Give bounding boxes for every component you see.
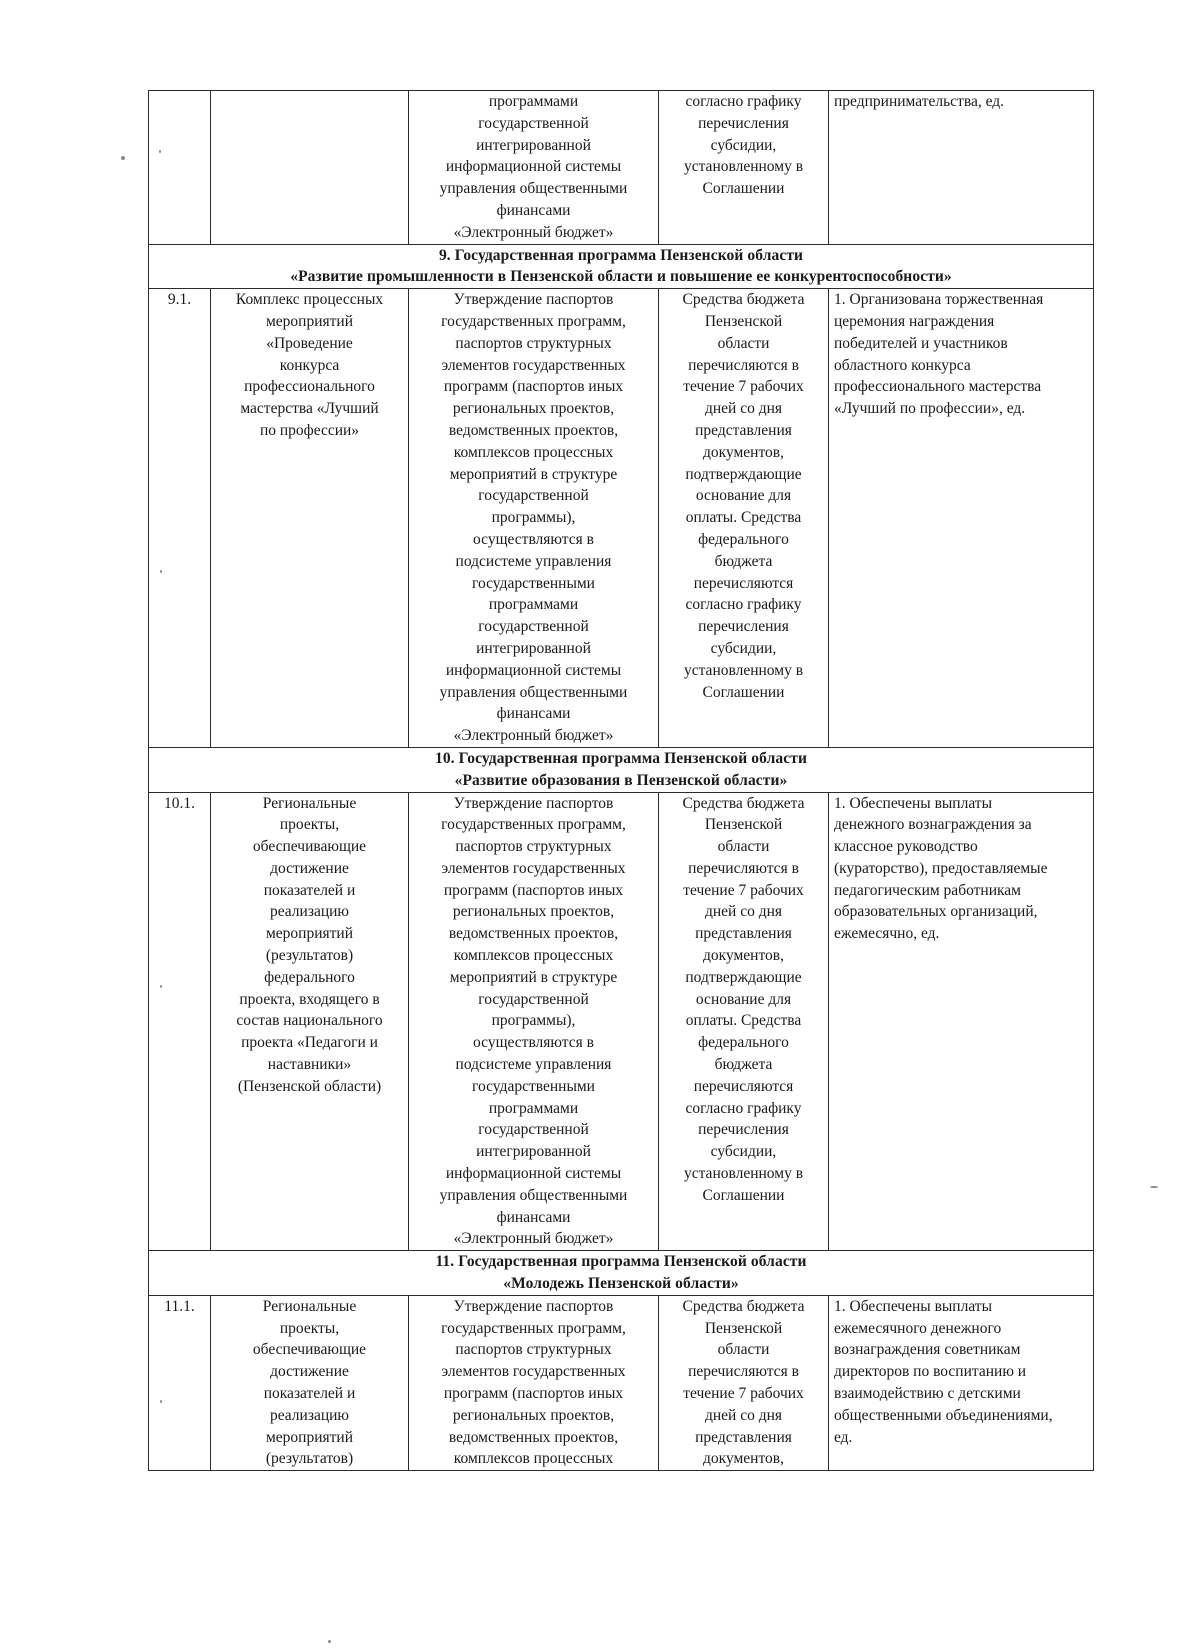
table-row <box>149 1295 1094 1470</box>
scan-speck <box>121 156 125 160</box>
program-subtitle: «Развитие образования в Пензенской области» <box>454 771 788 789</box>
row-number-cell: 11.1. <box>149 1295 211 1470</box>
procedure-cell: Утверждение паспортов государственных программ, паспортов структурных элементов государственных программ (паспортов иных региональных проектов, ведомственных проектов, комплексов процессных мероприятий в структуре государственной программы), осуществляются в подсистеме управления государственными программами государственной интегрированной информационной системы управления общественными финансами «Электронный бюджет» <box>409 792 659 1251</box>
program-title: 9. Государственная программа Пензенской области <box>438 246 804 264</box>
program-header <box>149 1251 1094 1296</box>
section-header-row <box>149 747 1094 792</box>
program-header <box>149 244 1094 289</box>
program-header <box>149 747 1094 792</box>
row-number-cell <box>149 91 211 245</box>
document-table <box>148 90 1094 1471</box>
result-cell: предпринимательства, ед. <box>829 91 1094 245</box>
program-subtitle: «Развитие промышленности в Пензенской области и повышение ее конкурентоспособности» <box>290 268 952 286</box>
scan-speck <box>159 150 161 153</box>
measure-name-cell: Региональные проекты, обеспечивающие достижение показателей и реализацию мероприятий (результатов) федерального проекта, входящего в состав национального проекта «Педагоги и наставники» (Пензенской области) <box>211 792 409 1251</box>
procedure-cell: Утверждение паспортов государственных программ, паспортов структурных элементов государственных программ (паспортов иных региональных проектов, ведомственных проектов, комплексов процессных мероприятий в структуре государственной программы), осуществляются в подсистеме управления государственными программами государственной интегрированной информационной системы управления общественными финансами «Электронный бюджет» <box>409 289 659 748</box>
section-header-row <box>149 244 1094 289</box>
procedure-cell: Утверждение паспортов государственных программ, паспортов структурных элементов государственных программ (паспортов иных региональных проектов, ведомственных проектов, комплексов процессных <box>409 1295 659 1470</box>
measure-name-cell <box>211 91 409 245</box>
table-row <box>149 792 1094 1251</box>
program-title: 11. Государственная программа Пензенской области <box>435 1253 807 1271</box>
payment-terms-cell: согласно графику перечисления субсидии, установленному в Соглашении <box>659 91 829 245</box>
measure-name-cell: Комплекс процессных мероприятий «Проведение конкурса профессионального мастерства «Лучший по профессии» <box>211 289 409 748</box>
row-number-cell: 10.1. <box>149 792 211 1251</box>
scan-speck <box>160 570 162 573</box>
row-number-cell: 9.1. <box>149 289 211 748</box>
result-cell: 1. Обеспечены выплаты ежемесячного денежного вознаграждения советникам директоров по воспитанию и взаимодействию с детскими общественными объединениями, ед. <box>829 1295 1094 1470</box>
payment-terms-cell: Средства бюджета Пензенской области перечисляются в течение 7 рабочих дней со дня представления документов, подтверждающие основание для оплаты. Средства федерального бюджета перечисляются согласно графику перечисления субсидии, установленному в Соглашении <box>659 792 829 1251</box>
payment-terms-cell: Средства бюджета Пензенской области перечисляются в течение 7 рабочих дней со дня представления документов, <box>659 1295 829 1470</box>
result-cell: 1. Обеспечены выплаты денежного вознаграждения за классное руководство (кураторство), предоставляемые педагогическим работникам образовательных организаций, ежемесячно, ед. <box>829 792 1094 1251</box>
procedure-cell: программами государственной интегрированной информационной системы управления общественными финансами «Электронный бюджет» <box>409 91 659 245</box>
payment-terms-cell: Средства бюджета Пензенской области перечисляются в течение 7 рабочих дней со дня представления документов, подтверждающие основание для оплаты. Средства федерального бюджета перечисляются согласно графику перечисления субсидии, установленному в Соглашении <box>659 289 829 748</box>
measure-name-cell: Региональные проекты, обеспечивающие достижение показателей и реализацию мероприятий (результатов) <box>211 1295 409 1470</box>
table-row <box>149 289 1094 748</box>
program-title: 10. Государственная программа Пензенской области <box>435 749 807 767</box>
program-subtitle: «Молодежь Пензенской области» <box>503 1275 739 1293</box>
result-cell: 1. Организована торжественная церемония награждения победителей и участников областного конкурса профессионального мастерства «Лучший по профессии», ед. <box>829 289 1094 748</box>
table-row <box>149 91 1094 245</box>
section-header-row <box>149 1251 1094 1296</box>
scan-speck <box>328 1640 331 1643</box>
scan-speck <box>1150 1186 1158 1188</box>
scan-speck <box>160 985 162 988</box>
scan-speck <box>160 1400 162 1403</box>
